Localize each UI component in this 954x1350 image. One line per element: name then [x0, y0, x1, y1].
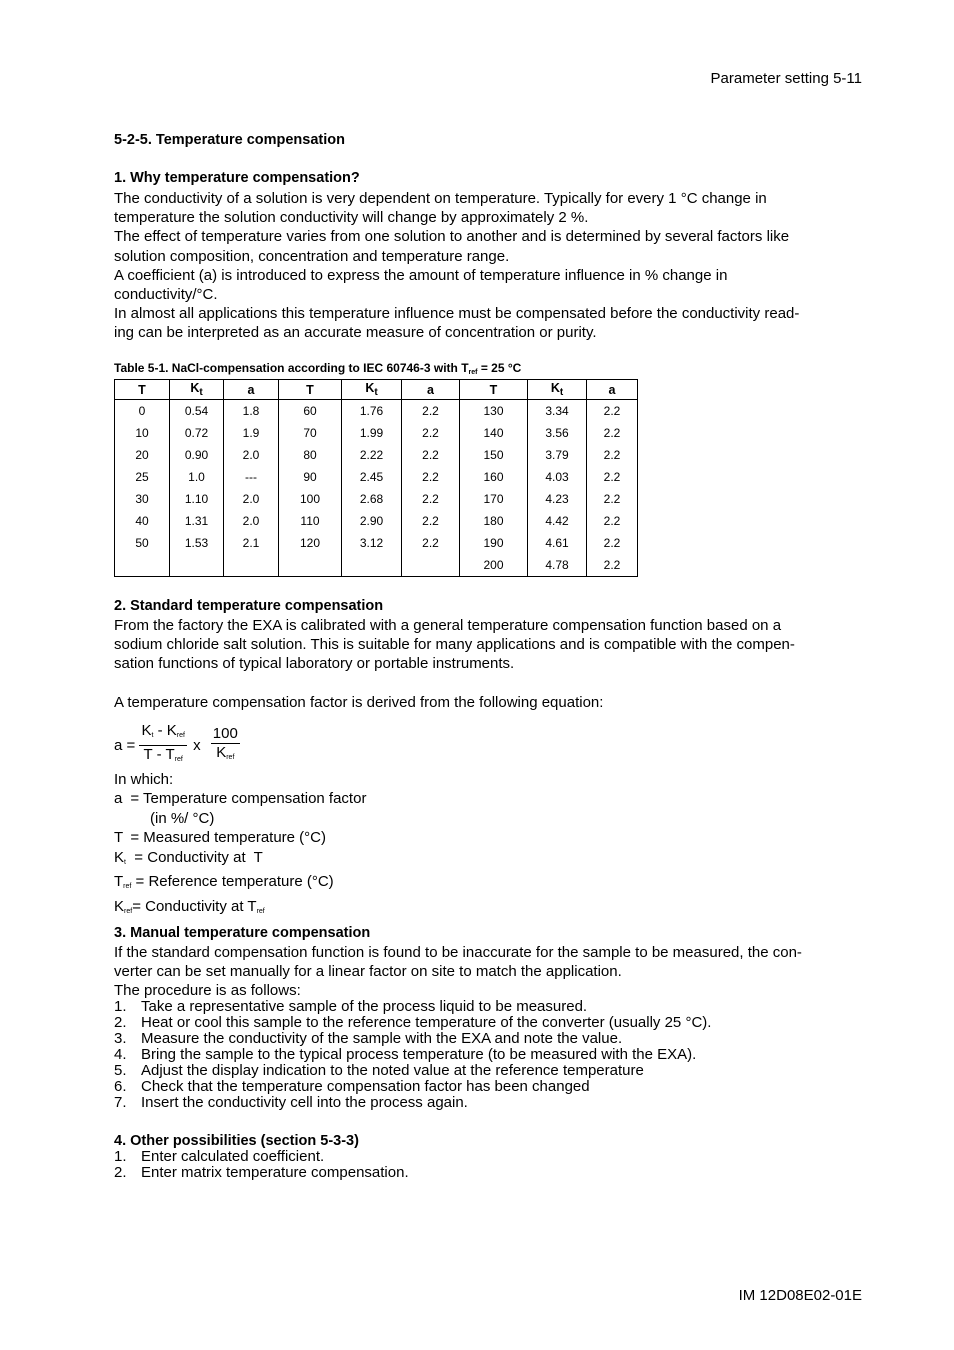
table-cell: 10 — [115, 422, 170, 444]
def-tref: $T_{ref}$ = Reference temperature (°C) — [114, 873, 334, 890]
table-cell: 3.79 — [528, 444, 587, 466]
def-kref: $K_{ref}=$ Conductivity at $T_{ref}$ — [114, 897, 265, 915]
table-cell: 1.0 — [170, 466, 224, 488]
table-row — [115, 400, 638, 423]
table-cell: 160 — [460, 466, 528, 488]
table-cell: 2.2 — [402, 400, 460, 423]
eq-times: x — [193, 737, 201, 754]
s1-line: conductivity/°C. — [114, 286, 218, 304]
table-cell: 180 — [460, 510, 528, 532]
s2-line: From the factory the EXA is calibrated with a general temperature compensation function based on a — [114, 617, 782, 634]
table-cell — [115, 554, 170, 577]
table-cell: 2.2 — [402, 510, 460, 532]
table-cell: 2.2 — [402, 488, 460, 510]
table-cell: 200 — [460, 554, 528, 577]
list-item: 1. Enter calculated coefficient. — [114, 1148, 325, 1165]
definitions-list — [114, 789, 864, 921]
eq-numerator-2: 100 — [212, 724, 238, 742]
table-cell: 4.23 — [528, 488, 587, 510]
col-header-t: T — [279, 380, 342, 400]
s1-line: temperature the solution conductivity will change by approximately 2 %. — [114, 209, 589, 227]
table-cell: 2.68 — [342, 488, 402, 510]
table-cell — [342, 554, 402, 577]
s1-line: The conductivity of a solution is very dependent on temperature. Typically for every 1 °C change in — [114, 190, 767, 207]
s2-line: sation functions of typical laboratory or portable instruments. — [114, 655, 515, 673]
def-t: T = Measured temperature (°C) — [114, 829, 326, 846]
table-cell: 2.0 — [224, 488, 279, 510]
in-which-label: In which: — [114, 771, 174, 788]
table-cell: 2.2 — [587, 510, 638, 532]
table-cell: 2.0 — [224, 444, 279, 466]
table-cell: 140 — [460, 422, 528, 444]
table-cell: 2.2 — [587, 488, 638, 510]
list-item: 5. Adjust the display indication to the noted value at the reference temperature — [114, 1062, 644, 1079]
s1-body — [114, 189, 864, 343]
table-cell — [170, 554, 224, 577]
table-cell: 170 — [460, 488, 528, 510]
col-header-t: T — [460, 380, 528, 400]
table-cell: 90 — [279, 466, 342, 488]
s1-line: The effect of temperature varies from one solution to another and is determined by several factors like — [114, 228, 790, 246]
table-cell: 30 — [115, 488, 170, 510]
col-header-kt: $K_t$ — [342, 380, 402, 400]
table-cell: 3.12 — [342, 532, 402, 554]
list-item: 2. Enter matrix temperature compensation. — [114, 1164, 409, 1181]
table-cell: 190 — [460, 532, 528, 554]
table-cell: 60 — [279, 400, 342, 423]
table-cell: 1.9 — [224, 422, 279, 444]
s2-line: sodium chloride salt solution. This is suitable for many applications and is compatible with the compen- — [114, 636, 795, 654]
table-caption-post: = 25 °C — [477, 361, 522, 375]
table-cell: 100 — [279, 488, 342, 510]
table-cell: 25 — [115, 466, 170, 488]
table-cell: 2.2 — [402, 532, 460, 554]
table-cell: 130 — [460, 400, 528, 423]
table-cell: 1.99 — [342, 422, 402, 444]
s1-line: ing can be interpreted as an accurate measure of concentration or purity. — [114, 324, 597, 342]
section-title: 5-2-5. Temperature compensation — [114, 132, 345, 148]
table-row — [115, 422, 638, 444]
other-possibilities-list — [114, 1149, 864, 1181]
table-caption-sub: ref — [468, 369, 478, 376]
table-cell: 2.2 — [587, 444, 638, 466]
col-header-kt: $K_t$ — [170, 380, 224, 400]
table-row — [115, 466, 638, 488]
eq-denominator-1: T - $T_{ref}$ — [143, 746, 183, 763]
table-cell — [402, 554, 460, 577]
table-row — [115, 510, 638, 532]
table-cell — [224, 554, 279, 577]
eq-lhs: a = — [114, 737, 136, 754]
table-cell: 2.2 — [587, 554, 638, 577]
table-caption-pre: Table 5-1. NaCl-compensation according to IEC 60746-3 with T — [114, 361, 469, 375]
s1-heading: 1. Why temperature compensation? — [114, 170, 360, 186]
table-row — [115, 444, 638, 466]
list-item: 7. Insert the conductivity cell into the process again. — [114, 1094, 468, 1111]
table-cell: 20 — [115, 444, 170, 466]
s1-line: A coefficient (a) is introduced to express the amount of temperature influence in % change in — [114, 266, 728, 284]
def-a: a = Temperature compensation factor — [114, 790, 367, 807]
table-cell: 80 — [279, 444, 342, 466]
eq-numerator-1: $K_t - K_{ref}$ — [139, 722, 186, 746]
table-row — [115, 532, 638, 554]
table-cell: 2.2 — [587, 466, 638, 488]
s3-heading: 3. Manual temperature compensation — [114, 925, 371, 941]
table-row — [115, 488, 638, 510]
eq-denominator-2: $K_{ref}$ — [216, 743, 235, 761]
table-cell: 50 — [115, 532, 170, 554]
table-cell: 1.53 — [170, 532, 224, 554]
table-cell: 1.76 — [342, 400, 402, 423]
s1-line: In almost all applications this temperature influence must be compensated before the conductivity read- — [114, 305, 800, 323]
s3-line: verter can be set manually for a linear factor on site to match the application. — [114, 963, 622, 981]
table-cell: 2.2 — [587, 532, 638, 554]
nacl-table-wrap — [114, 379, 638, 577]
table-cell: 4.03 — [528, 466, 587, 488]
s2-body — [114, 616, 864, 674]
list-item: 4. Bring the sample to the typical process temperature (to be measured with the EXA). — [114, 1046, 697, 1063]
table-caption — [114, 361, 864, 376]
col-header-kt: $K_t$ — [528, 380, 587, 400]
col-header-a: a — [402, 380, 460, 400]
table-cell: 2.2 — [587, 400, 638, 423]
def-a-unit: (in %/ °C) — [150, 809, 215, 827]
table-cell: 2.45 — [342, 466, 402, 488]
table-cell: 2.1 — [224, 532, 279, 554]
table-cell: 0.54 — [170, 400, 224, 423]
table-cell: 2.2 — [402, 422, 460, 444]
table-cell: 150 — [460, 444, 528, 466]
s4-heading: 4. Other possibilities (section 5-3-3) — [114, 1133, 359, 1149]
table-cell: 4.78 — [528, 554, 587, 577]
table-header-row — [115, 380, 638, 400]
col-header-a: a — [587, 380, 638, 400]
table-cell: 0 — [115, 400, 170, 423]
page-footer: IM 12D08E02-01E — [738, 1287, 862, 1304]
table-cell: 1.10 — [170, 488, 224, 510]
list-item: 6. Check that the temperature compensation factor has been changed — [114, 1078, 590, 1095]
table-row — [115, 554, 638, 577]
table-cell: 3.34 — [528, 400, 587, 423]
table-cell: 2.2 — [587, 422, 638, 444]
table-cell: 3.56 — [528, 422, 587, 444]
list-item: 1. Take a representative sample of the process liquid to be measured. — [114, 998, 588, 1015]
s1-line: solution composition, concentration and temperature range. — [114, 247, 510, 265]
table-cell: 4.42 — [528, 510, 587, 532]
table-cell — [279, 554, 342, 577]
equation — [114, 722, 240, 769]
table-cell: 1.8 — [224, 400, 279, 423]
table-cell: 2.2 — [402, 444, 460, 466]
table-cell: 0.72 — [170, 422, 224, 444]
table-cell: 110 — [279, 510, 342, 532]
table-cell: 70 — [279, 422, 342, 444]
page-header: Parameter setting 5-11 — [710, 70, 862, 87]
procedure-intro: The procedure is as follows: — [114, 982, 301, 999]
nacl-table — [114, 379, 638, 577]
def-kt: $K_t$ = Conductivity at T — [114, 848, 263, 866]
procedure-steps — [114, 999, 864, 1111]
list-item: 3. Measure the conductivity of the sample with the EXA and note the value. — [114, 1030, 623, 1047]
table-cell: 2.2 — [402, 466, 460, 488]
table-cell: 2.90 — [342, 510, 402, 532]
table-cell: 1.31 — [170, 510, 224, 532]
eq-fraction-2 — [211, 725, 240, 767]
s2-heading: 2. Standard temperature compensation — [114, 598, 384, 614]
table-cell: 2.0 — [224, 510, 279, 532]
col-header-t: T — [115, 380, 170, 400]
table-cell: 40 — [115, 510, 170, 532]
table-cell: 2.22 — [342, 444, 402, 466]
table-cell: 4.61 — [528, 532, 587, 554]
table-cell: --- — [224, 466, 279, 488]
list-item: 2. Heat or cool this sample to the reference temperature of the converter (usually 25 °C). — [114, 1014, 712, 1031]
s3-line: If the standard compensation function is found to be inaccurate for the sample to be measured, the con- — [114, 944, 802, 961]
equation-intro: A temperature compensation factor is derived from the following equation: — [114, 694, 604, 711]
col-header-a: a — [224, 380, 279, 400]
table-cell: 0.90 — [170, 444, 224, 466]
table-cell: 120 — [279, 532, 342, 554]
eq-fraction-1 — [139, 722, 186, 769]
s3-body — [114, 943, 864, 981]
